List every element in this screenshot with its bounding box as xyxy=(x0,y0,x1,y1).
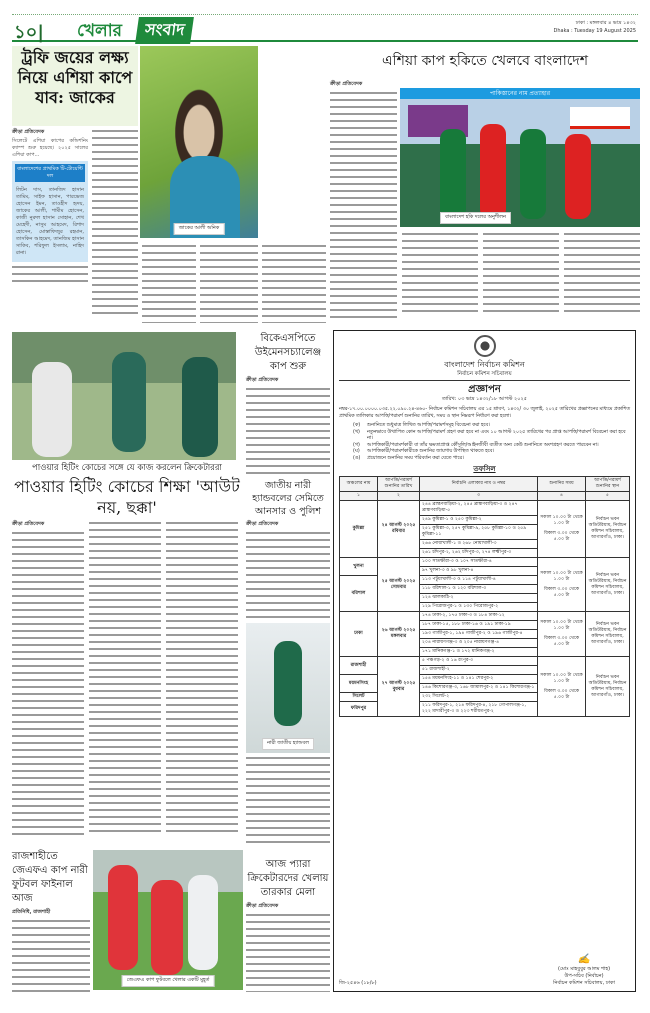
notice-ref: জি-২৫৪৬ (১৮/৮) xyxy=(339,980,377,986)
football-photo-caption: জেএফএ কাপ ফুটবলে খেলার একটি মুহূর্ত xyxy=(122,975,215,987)
time-cell: সকাল ১০.০০ টা থেকে ১.০০ টা বিকাল ৩.০০ থেকে ৫.০০ টা xyxy=(538,501,586,558)
rajshahi-headline: রাজশাহীতে জেএফএ কাপ নারী ফুটবল ফাইনাল আজ xyxy=(12,851,88,904)
area-cell: ১৯৩ গাজীপুর-১, ১৯৪ গাজীপুর-২ ও ১৯৬ গাজীপুর-৪ xyxy=(420,630,538,639)
handball-byline: ক্রীড়া প্রতিবেদক xyxy=(246,521,279,527)
hockey-headline: এশিয়া কাপ হকিতে খেলবে বাংলাদেশ xyxy=(381,53,589,69)
football-photo xyxy=(93,850,243,990)
column-header: অঞ্চলের নাম xyxy=(340,477,378,492)
bksp-byline: ক্রীড়া প্রতিবেদক xyxy=(246,377,279,383)
area-cell: ১৭১ মানিকগঞ্জ-১ ও ১৭২ মানিকগঞ্জ-২ xyxy=(420,648,538,657)
notice-date: তারিখ: ০৩ ভাদ্র ১৪৩২/১৮ আগস্ট ২০২৫ xyxy=(441,396,528,402)
section-title-2: সংবাদ xyxy=(135,17,194,44)
squad-box-title: বাংলাদেশের প্রাথমিক টি-টোয়েন্টি দল xyxy=(15,164,85,182)
signature: ✍ xyxy=(577,954,591,965)
hockey-text-col2 xyxy=(402,231,478,317)
signer-block xyxy=(553,954,615,987)
handball-text-2 xyxy=(246,755,330,846)
venue-cell: নির্বাচন ভবন অডিটরিয়াম, নির্বাচন কমিশন সচিবালয়, আগারগাঁও, ঢাকা। xyxy=(586,657,630,717)
notice-item: (ক) শুনানিতে শুধুমাত্র লিখিত আপত্তি/পরামর্শসমূহ বিবেচনা করা হবে। xyxy=(353,423,490,428)
area-cell: ২৪৪ ব্রাহ্মণবাড়িয়া-২, ২৪৫ ব্রাহ্মণবাড়িয়া-৩ ও ২৪৭ ব্রাহ্মণবাড়িয়া-৫ xyxy=(420,501,538,516)
region-cell: খুলনা xyxy=(340,558,378,576)
hockey-text-col3 xyxy=(483,231,559,317)
power-kicker: পাওয়ার হিটিং কোচের সঙ্গে যে কাজ করলেন ক্রিকেটাররা xyxy=(32,463,222,473)
masthead xyxy=(12,14,638,42)
date-cell: ২৫ আগস্ট ২০২৫ সোমবার xyxy=(378,558,420,612)
handball-photo xyxy=(246,623,330,753)
bksp-headline: বিকেএসপিতে উইমেনসচ্যালেঞ্জ কাপ শুরু xyxy=(254,333,322,372)
power-story xyxy=(12,463,242,835)
area-cell: ২১১ ফরিদপুর-১, ২১৪ ফরিদপুর-৪, ২১৮ গোপালগঞ্জ-১, ২২২ মাদারীপুর-৩ ও ২২৩ শরীয়তপুর-২ xyxy=(420,702,538,717)
area-cell: ৯৭ খুলনা-৩ ও ৯৮ খুলনা-৪ xyxy=(420,567,538,576)
para-headline: আজ প্যারা ক্রিকেটারদের খেলায় তারকার মেলা xyxy=(247,859,329,898)
rajshahi-text xyxy=(12,918,90,992)
jaker-photo xyxy=(140,46,258,238)
area-cell: ১১৮ বরিশাল-১ ও ১২০ বরিশাল-৩ xyxy=(420,585,538,594)
handball-photo-caption: নারী জাতীয় হ্যান্ডবল xyxy=(262,738,314,750)
hockey-photo xyxy=(400,99,640,227)
page-number: ১০| xyxy=(14,22,44,43)
venue-cell: নির্বাচন ভবন অডিটরিয়াম, নির্বাচন কমিশন সচিবালয়, আগারগাঁও, ঢাকা। xyxy=(586,501,630,558)
region-cell: ঢাকা xyxy=(340,612,378,657)
column-header: আপত্তি/পরামর্শ শুনানির স্থান xyxy=(586,477,630,492)
squad-list: লিটন দাস, তানজিদ হাসান তামিম, সাইফ হাসান, পারভেজ হোসেন ইমন, তাওহীদ হৃদয়, জাকের আলী, শামীম হোসেন, কাজী নুরুল হাসান সোহান, শেখ মেহেদী, নাসুম আহমেদ, রিশাদ হোসেন, মোস্তাফিজুর রহমান, তাসকিন আহমেদ, তানজিম হাসান সাকিব, শরিফুল ইসলাম, নাহিদ রানা। xyxy=(16,187,84,256)
notice-item: (ঘ) আপত্তিকারী/পরামর্শকারীকে শুনানির জায়গায় উপস্থিত থাকতে হবে। xyxy=(353,449,494,454)
area-cell: ১৭৪ ঢাকা-২, ১৭৫ ঢাকা-৩ ও ১৮৪ ঢাকা-১২ xyxy=(420,612,538,621)
date-cell: ২৪ আগস্ট ২০২৫ রবিবার xyxy=(378,501,420,558)
notice-footer xyxy=(339,948,630,987)
table-row xyxy=(340,612,630,621)
jaker-col1 xyxy=(12,128,88,318)
rajshahi-byline: প্রতিনিধি, রাজশাহী xyxy=(12,909,51,915)
power-text-col3 xyxy=(166,520,238,835)
jaker-text-col1 xyxy=(12,264,88,282)
area-cell: ২৬১ চাঁদপুর-২, ২৬২ চাঁদপুর-৩, ২৭৪ লক্ষ্মীপুর-৩ xyxy=(420,549,538,558)
time-cell: সকাল ১০.০০ টা থেকে ১.০০ টা বিকাল ৩.০০ থেকে ৫.০০ টা xyxy=(538,558,586,612)
column-number: ২ xyxy=(378,492,420,501)
date-cell: ২৭ আগস্ট ২০২৫ বুধবার xyxy=(378,657,420,717)
jaker-headline-box xyxy=(12,46,138,126)
date-cell: ২৬ আগস্ট ২০২৫ মঙ্গলবার xyxy=(378,612,420,657)
column-header: শুনানির সময় xyxy=(538,477,586,492)
area-cell: ৫১ রাজশাহী-২ xyxy=(420,666,538,675)
date-en: Dhaka : Tuesday 19 August 2025 xyxy=(553,28,636,34)
table-row xyxy=(340,501,630,516)
column-number: ৪ xyxy=(538,492,586,501)
region-cell: বরিশাল xyxy=(340,576,378,612)
table-title: তফসিল xyxy=(473,465,496,473)
power-text-col2 xyxy=(89,520,161,835)
area-cell: ২৩২ সিলেট-২ xyxy=(420,693,538,702)
power-headline: পাওয়ার হিটিং কোচের শিক্ষা 'আউট নয়, ছক্কা' xyxy=(14,477,240,517)
jaker-text-col2 xyxy=(92,128,138,318)
area-cell: ১৫৪ ময়মনসিংহ-১১ ও ১৪১ শেরপুর-২ xyxy=(420,675,538,684)
column-number: ১ xyxy=(340,492,378,501)
jaker-story xyxy=(12,46,138,318)
hockey-photo-banner: পাকিস্তানের নাম প্রত্যাহার xyxy=(400,88,640,99)
area-cell: ২০৪ নারায়ণগঞ্জ-৩ ও ২০৫ নারায়ণগঞ্জ-৪ xyxy=(420,639,538,648)
hockey-photo-caption: বাংলাদেশ হকি দলের অনুশীলন xyxy=(440,212,511,224)
squad-box xyxy=(12,161,88,262)
ec-org: বাংলাদেশ নির্বাচন কমিশন xyxy=(444,360,525,369)
date-bn: ঢাকা : মঙ্গলবার ৪ ভাদ্র ১৪৩২ xyxy=(575,20,636,26)
area-cell: ১২৪ ঝালকাঠি-২ xyxy=(420,594,538,603)
right-mid-column xyxy=(246,332,330,846)
jaker-photo-caption: জাকের আলী অনিক xyxy=(174,223,225,235)
table-row xyxy=(340,558,630,567)
region-cell: ময়মনসিংহ xyxy=(340,675,378,693)
ec-logo xyxy=(474,335,496,357)
notice-item: (খ) নতুনভাবে উত্থাপিত কোন আপত্তি/পরামর্শ গ্রহণ করা হবে না এবং ১০ আগস্ট ২০২৫ তারিখের পর প্রাপ্ত আপত্তি/পরামর্শ বিবেচনা করা হবে না। xyxy=(353,429,626,441)
hockey-byline: ক্রীড়া প্রতিবেদক xyxy=(330,81,363,87)
time-cell: সকাল ১০.০০ টা থেকে ১.০০ টা বিকাল ৩.০০ থেকে ৫.০০ টা xyxy=(538,657,586,717)
jaker-byline: ক্রীড়া প্রতিবেদক xyxy=(12,129,45,135)
region-cell: সিলেট xyxy=(340,693,378,702)
notice-item: (গ) আপত্তিকারী/পরামর্শকারী বা তাঁর ক্ষমতাপ্রাপ্ত কৌঁসুলি/আইনজীবী ব্যতীত অন্য কেউ শুনানিতে অংশগ্রহণ করতে পারবেন না। xyxy=(353,442,599,448)
area-cell: ২৫১ কুমিল্লা-৩, ২৫৭ কুমিল্লা-৯, ২৫৮ কুমিল্লা-১০ ও ২৫৯ কুমিল্লা-১১ xyxy=(420,525,538,540)
signer-name: (মোঃ মাহবুবুর আলম শাহ) xyxy=(557,966,611,972)
bksp-text xyxy=(246,386,330,477)
notice-items xyxy=(339,423,630,462)
column-header: আপত্তি/পরামর্শ শুনানির তারিখ xyxy=(378,477,420,492)
cricket-photo xyxy=(12,332,236,460)
schedule-table xyxy=(339,476,630,717)
area-cell: ২৬৬ নোয়াখালী-১ ও ২৬৮ নোয়াখালী-৩ xyxy=(420,540,538,549)
para-text xyxy=(246,912,330,992)
region-cell: ফরিদপুর xyxy=(340,702,378,717)
region-cell: কুমিল্লা xyxy=(340,501,378,558)
column-number: ৫ xyxy=(586,492,630,501)
handball-headline: জাতীয় নারী হ্যান্ডবলের সেমিতে আনসার ও পুলিশ xyxy=(252,480,324,517)
notice-body: নম্বর-১৭.০০.০০০০.০৩৫.২২.০৯০.২৪-৪৬০- নির্বাচন কমিশন সচিবালয় এর ১৫ শ্রাবণ, ১৪৩২/ ৩০ জুলাই, ২০২৫ তারিখের প্রজ্ঞাপনের মাধ্যমে প্রকাশিত প্রাথমিক তালিকার আপত্তি/পরামর্শ শুনানির তারিখ, সময় ও স্থান নিম্নরূপ নির্ধারণ করা হলো। xyxy=(339,407,630,419)
signer-office: নির্বাচন কমিশন সচিবালয়, ঢাকা xyxy=(553,980,615,986)
column-header: নির্বাচনি এলাকার নাম ও নম্বর xyxy=(420,477,538,492)
venue-cell: নির্বাচন ভবন অডিটরিয়াম, নির্বাচন কমিশন সচিবালয়, আগারগাঁও, ঢাকা। xyxy=(586,558,630,612)
notice-item: (ঙ) প্রয়োজনে শুনানির সময় পরিবর্তন করা যেতে পারে। xyxy=(353,455,464,461)
para-byline: ক্রীড়া প্রতিবেদক xyxy=(246,903,279,909)
column-number: ৩ xyxy=(420,492,538,501)
table-row xyxy=(340,657,630,666)
ec-notice xyxy=(333,330,636,992)
handball-text xyxy=(246,530,330,621)
ec-dept: নির্বাচন কমিশন সচিবালয় xyxy=(339,370,630,381)
jaker-intro: সিলেটে এশিয়া কাপের কন্ডিশনিং ক্যাম্প শুরু হয়েছে। ২০২৫ সালের এশিয়া কাপ... xyxy=(12,138,88,158)
jaker-text-col3 xyxy=(142,243,196,323)
jaker-text-col4 xyxy=(200,243,258,323)
signer-title: উপ-সচিব (নির্বাচন) xyxy=(564,973,604,979)
area-cell: ১০০ সাতক্ষীরা-৩ ও ১০৭ সাতক্ষীরা-৪ xyxy=(420,558,538,567)
section-title-1: খেলার xyxy=(77,21,123,41)
area-cell: ১১৩ পটুয়াখালী-৩ ও ১১৪ পটুয়াখালী-৪ xyxy=(420,576,538,585)
power-text-col1 xyxy=(12,530,84,835)
hockey-text-col1 xyxy=(330,90,397,318)
hockey-col1 xyxy=(330,80,397,318)
area-cell: ১৪৬ কিশোরগঞ্জ-৩, ১৬৮ জামালপুর-২ ও ১৪১ কিশোরগঞ্জ-১ xyxy=(420,684,538,693)
jaker-headline: ট্রফি জয়ের লক্ষ্য নিয়ে এশিয়া কাপে যাব: জাকের xyxy=(17,48,133,107)
area-cell: ১৮৭ ঢাকা-১৫, ১৮৮ ঢাকা-১৬ ও ১৯১ ঢাকা-১৯ xyxy=(420,621,538,630)
region-cell: রাজশাহী xyxy=(340,657,378,675)
venue-cell: নির্বাচন ভবন অডিটরিয়াম, নির্বাচন কমিশন সচিবালয়, আগারগাঁও, ঢাকা। xyxy=(586,612,630,657)
hockey-text-col4 xyxy=(564,231,640,317)
time-cell: সকাল ১০.০০ টা থেকে ১.০০ টা বিকাল ৩.০০ থেকে ৫.০০ টা xyxy=(538,612,586,657)
jaker-text-col5 xyxy=(262,243,326,323)
rajshahi-story xyxy=(12,850,90,992)
area-cell: ৫ পঞ্চগড়-২ ও ১৬ রংপুর-৩ xyxy=(420,657,538,666)
area-cell: ২৪৯ কুমিল্লা-১ ও ২৫০ কুমিল্লা-২ xyxy=(420,516,538,525)
power-byline: ক্রীড়া প্রতিবেদক xyxy=(12,521,45,527)
area-cell: ১২৯ পিরোজপুর-১ ও ১৩০ পিরোজপুর-২ xyxy=(420,603,538,612)
para-story xyxy=(246,858,330,992)
notice-title: প্রজ্ঞাপন xyxy=(468,384,501,395)
